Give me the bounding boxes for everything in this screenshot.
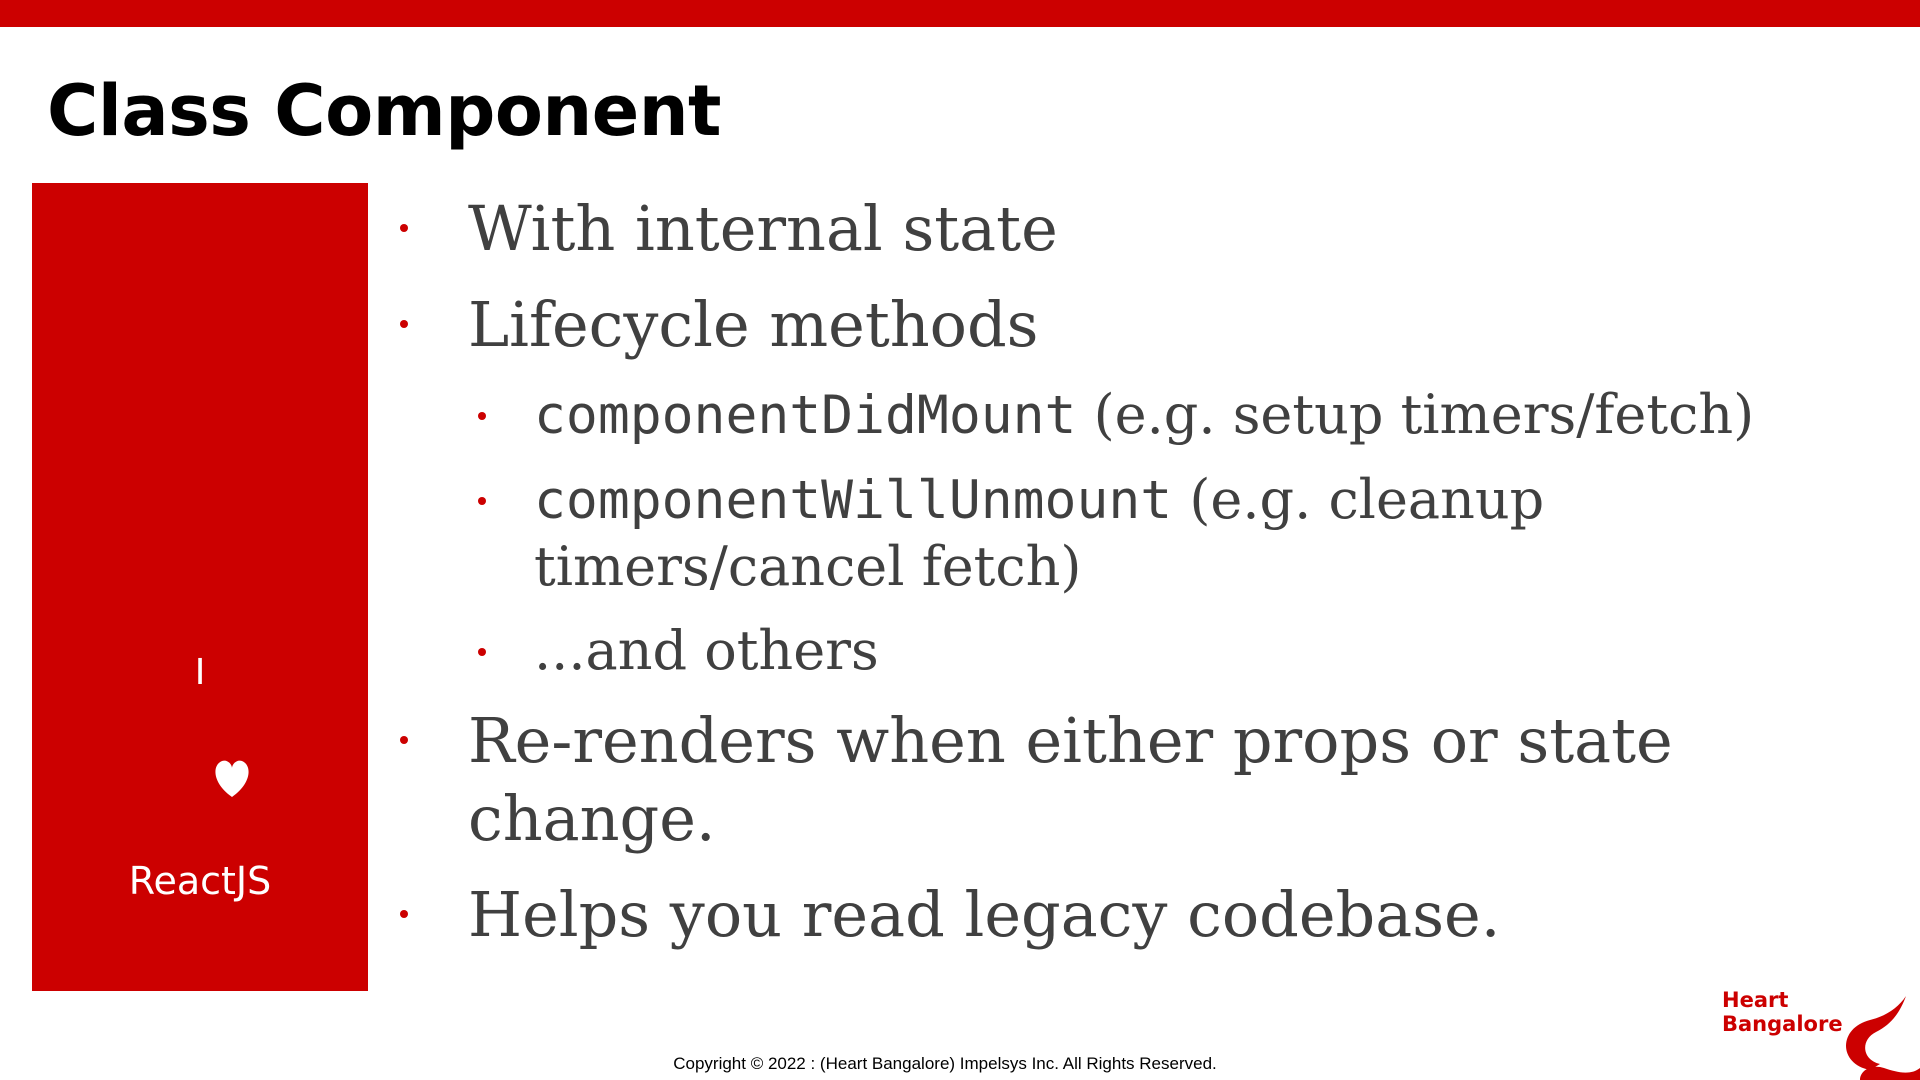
bullet-internal-state: [390, 190, 1830, 268]
bullet-re-renders: [390, 702, 1830, 858]
sub-bullet-text: (e.g. cleanup timers/cancel fetch): [534, 468, 1545, 598]
bullet-legacy-codebase: [390, 876, 1830, 954]
logo-text-line2: Bangalore: [1722, 1012, 1843, 1036]
bullet-dot: [400, 736, 408, 744]
top-accent-bar: [0, 0, 1920, 27]
bullet-text: Lifecycle methods: [468, 288, 1039, 361]
slide-title: Class Component: [47, 70, 722, 152]
bullet-list: [390, 190, 1830, 972]
heart-icon: [182, 755, 282, 799]
logo-text-line1: Heart: [1722, 988, 1789, 1012]
bullet-dot: [400, 224, 408, 232]
bullet-lifecycle-methods: [390, 286, 1830, 364]
code-component-will-unmount: componentWillUnmount: [534, 470, 1173, 531]
code-component-did-mount: componentDidMount: [534, 385, 1077, 446]
bullet-text: Re-renders when either props or state change.: [468, 704, 1673, 855]
side-panel-line1: I: [194, 652, 206, 693]
logo-text: [1722, 988, 1843, 1036]
sub-bullet-dot: [478, 648, 486, 656]
bullet-text: Helps you read legacy codebase.: [468, 878, 1501, 951]
logo-swirl-upper: [1846, 996, 1906, 1070]
sub-bullet-text: ...and others: [534, 619, 879, 682]
sub-bullet-dot: [478, 412, 486, 420]
sub-bullet-dot: [478, 497, 486, 505]
sub-bullet-and-others: [456, 618, 1830, 684]
side-panel: [32, 183, 368, 991]
bullet-text: With internal state: [468, 192, 1058, 265]
sub-bullet-component-did-mount: [456, 382, 1830, 449]
sub-bullet-component-will-unmount: [456, 467, 1830, 600]
logo-swirl-lower: [1860, 1067, 1920, 1080]
bullet-dot: [400, 910, 408, 918]
bullet-dot: [400, 320, 408, 328]
sub-bullet-text: (e.g. setup timers/fetch): [1076, 383, 1755, 446]
heart-shape: [215, 761, 248, 797]
copyright-footer: Copyright © 2022 : (Heart Bangalore) Impelsys Inc. All Rights Reserved.: [673, 1054, 1217, 1073]
side-panel-line2: ReactJS: [128, 859, 272, 903]
